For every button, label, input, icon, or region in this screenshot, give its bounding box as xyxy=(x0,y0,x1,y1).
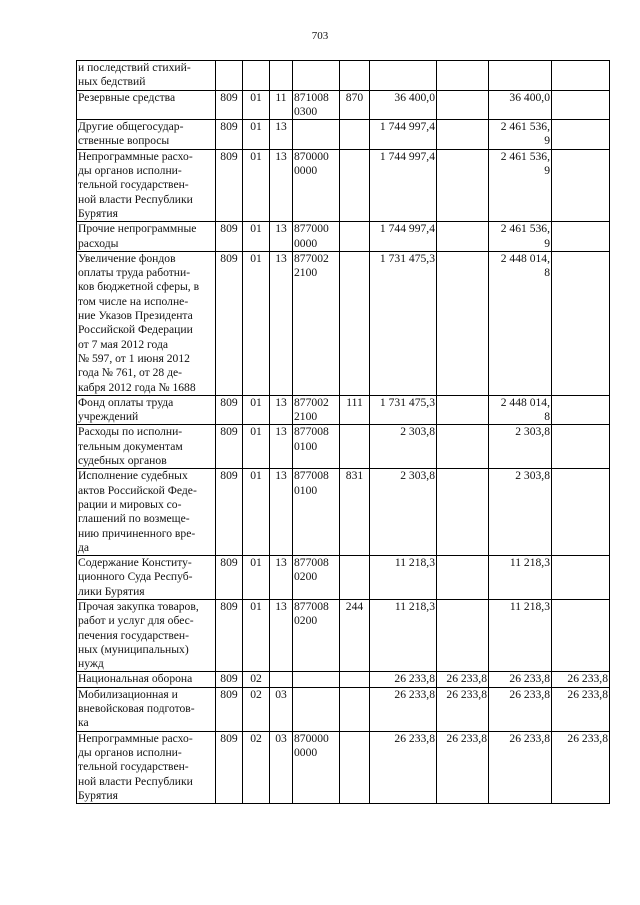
cell-vr xyxy=(340,731,370,803)
cell-name: Расходы по исполни- тельным документам судебных органов xyxy=(77,425,216,469)
cell-sum-3: 2 303,8 xyxy=(489,469,552,556)
cell-name: Национальная оборона xyxy=(77,672,216,687)
cell-vr: 244 xyxy=(340,599,370,671)
cell-sum-1: 11 218,3 xyxy=(370,599,437,671)
cell-rz: 01 xyxy=(243,395,270,425)
cell-vr: 870 xyxy=(340,90,370,120)
cell-sum-2 xyxy=(437,425,489,469)
cell-sum-4 xyxy=(552,149,610,221)
cell-sum-2 xyxy=(437,90,489,120)
cell-name: Прочая закупка товаров, работ и услуг для обес- печения государствен- ных (муниципальных) нужд xyxy=(77,599,216,671)
cell-pr xyxy=(270,61,293,91)
cell-sum-3: 36 400,0 xyxy=(489,90,552,120)
cell-rz: 01 xyxy=(243,599,270,671)
cell-rz: 01 xyxy=(243,120,270,150)
cell-sum-2: 26 233,8 xyxy=(437,731,489,803)
cell-sum-2 xyxy=(437,556,489,600)
cell-name: Исполнение судебных актов Российской Феде- рации и мировых со- глашений по возмеще- нию причиненного вре- да xyxy=(77,469,216,556)
cell-name: и последствий стихий- ных бедствий xyxy=(77,61,216,91)
cell-ved: 809 xyxy=(216,731,243,803)
cell-ved: 809 xyxy=(216,672,243,687)
cell-sum-3: 11 218,3 xyxy=(489,556,552,600)
cell-name: Непрограммные расхо- ды органов исполни- тельной государствен- ной власти Республики Бурятия xyxy=(77,731,216,803)
cell-sum-4 xyxy=(552,425,610,469)
cell-vr xyxy=(340,149,370,221)
table-row xyxy=(77,61,610,91)
table-row xyxy=(77,222,610,252)
cell-sum-2 xyxy=(437,599,489,671)
cell-sum-4 xyxy=(552,90,610,120)
cell-vr xyxy=(340,425,370,469)
cell-sum-2 xyxy=(437,61,489,91)
cell-vr xyxy=(340,672,370,687)
cell-pr: 13 xyxy=(270,149,293,221)
table-row xyxy=(77,120,610,150)
cell-vr: 831 xyxy=(340,469,370,556)
table-row xyxy=(77,672,610,687)
table-row xyxy=(77,251,610,395)
cell-sum-4 xyxy=(552,395,610,425)
cell-sum-4 xyxy=(552,469,610,556)
cell-pr: 13 xyxy=(270,556,293,600)
table-row xyxy=(77,599,610,671)
cell-sum-4: 26 233,8 xyxy=(552,672,610,687)
cell-sum-3: 2 461 536, 9 xyxy=(489,149,552,221)
cell-sum-2 xyxy=(437,251,489,395)
cell-vr xyxy=(340,120,370,150)
cell-rz: 01 xyxy=(243,251,270,395)
cell-ved: 809 xyxy=(216,222,243,252)
cell-pr: 13 xyxy=(270,395,293,425)
cell-csr: 870000 0000 xyxy=(293,731,340,803)
cell-csr: 877008 0100 xyxy=(293,469,340,556)
cell-sum-4 xyxy=(552,120,610,150)
cell-sum-4 xyxy=(552,556,610,600)
cell-sum-3: 2 448 014, 8 xyxy=(489,395,552,425)
cell-vr xyxy=(340,556,370,600)
cell-rz: 02 xyxy=(243,731,270,803)
cell-csr: 877008 0100 xyxy=(293,425,340,469)
cell-sum-1: 1 731 475,3 xyxy=(370,395,437,425)
cell-name: Фонд оплаты труда учреждений xyxy=(77,395,216,425)
cell-name: Увеличение фондов оплаты труда работни- ков бюджетной сферы, в том числе на исполне- ние Указов Президента Российской Федерации от 7 мая 2012 года № 597, от 1 июня 2012 года № 761, от 28 де- кабря 2012 года № 1688 xyxy=(77,251,216,395)
cell-sum-2: 26 233,8 xyxy=(437,672,489,687)
cell-name: Прочие непрограммные расходы xyxy=(77,222,216,252)
cell-rz: 01 xyxy=(243,90,270,120)
cell-csr xyxy=(293,672,340,687)
cell-pr: 13 xyxy=(270,251,293,395)
cell-rz: 02 xyxy=(243,687,270,731)
cell-name: Другие общегосудар- ственные вопросы xyxy=(77,120,216,150)
cell-pr: 13 xyxy=(270,222,293,252)
cell-csr: 877002 2100 xyxy=(293,395,340,425)
cell-sum-2 xyxy=(437,395,489,425)
table-row xyxy=(77,469,610,556)
cell-csr: 870000 0000 xyxy=(293,149,340,221)
cell-vr xyxy=(340,251,370,395)
cell-sum-4: 26 233,8 xyxy=(552,687,610,731)
cell-name: Мобилизационная и вневойсковая подготов- ка xyxy=(77,687,216,731)
cell-rz xyxy=(243,61,270,91)
cell-rz: 01 xyxy=(243,222,270,252)
cell-name: Резервные средства xyxy=(77,90,216,120)
cell-vr xyxy=(340,61,370,91)
cell-sum-1: 26 233,8 xyxy=(370,731,437,803)
cell-csr: 871008 0300 xyxy=(293,90,340,120)
table-row xyxy=(77,425,610,469)
cell-rz: 02 xyxy=(243,672,270,687)
cell-ved: 809 xyxy=(216,395,243,425)
cell-sum-1: 2 303,8 xyxy=(370,469,437,556)
cell-pr: 03 xyxy=(270,731,293,803)
cell-sum-4 xyxy=(552,61,610,91)
cell-sum-3: 11 218,3 xyxy=(489,599,552,671)
cell-vr: 111 xyxy=(340,395,370,425)
cell-ved: 809 xyxy=(216,599,243,671)
table-row xyxy=(77,556,610,600)
cell-ved: 809 xyxy=(216,425,243,469)
table-row xyxy=(77,90,610,120)
cell-sum-3: 2 448 014, 8 xyxy=(489,251,552,395)
cell-ved: 809 xyxy=(216,149,243,221)
table-row xyxy=(77,149,610,221)
cell-ved: 809 xyxy=(216,120,243,150)
cell-sum-1: 1 744 997,4 xyxy=(370,222,437,252)
cell-sum-4 xyxy=(552,251,610,395)
cell-ved xyxy=(216,61,243,91)
cell-sum-3: 2 461 536, 9 xyxy=(489,222,552,252)
cell-sum-3: 2 303,8 xyxy=(489,425,552,469)
cell-sum-1: 11 218,3 xyxy=(370,556,437,600)
cell-rz: 01 xyxy=(243,469,270,556)
page-number: 703 xyxy=(311,30,329,42)
cell-sum-3: 2 461 536, 9 xyxy=(489,120,552,150)
cell-pr: 11 xyxy=(270,90,293,120)
cell-sum-3 xyxy=(489,61,552,91)
cell-csr xyxy=(293,120,340,150)
cell-sum-1: 1 744 997,4 xyxy=(370,120,437,150)
table-row xyxy=(77,687,610,731)
cell-name: Содержание Конститу- ционного Суда Респуб- лики Бурятия xyxy=(77,556,216,600)
table-row xyxy=(77,395,610,425)
cell-csr: 877008 0200 xyxy=(293,599,340,671)
cell-ved: 809 xyxy=(216,90,243,120)
cell-sum-4 xyxy=(552,599,610,671)
cell-ved: 809 xyxy=(216,687,243,731)
cell-sum-4: 26 233,8 xyxy=(552,731,610,803)
cell-ved: 809 xyxy=(216,469,243,556)
cell-csr: 877000 0000 xyxy=(293,222,340,252)
cell-sum-1: 1 744 997,4 xyxy=(370,149,437,221)
cell-sum-1: 26 233,8 xyxy=(370,687,437,731)
cell-sum-3: 26 233,8 xyxy=(489,731,552,803)
cell-pr: 13 xyxy=(270,599,293,671)
cell-rz: 01 xyxy=(243,149,270,221)
cell-name: Непрограммные расхо- ды органов исполни- тельной государствен- ной власти Республики Бурятия xyxy=(77,149,216,221)
cell-sum-1: 36 400,0 xyxy=(370,90,437,120)
cell-pr: 13 xyxy=(270,469,293,556)
cell-sum-2 xyxy=(437,149,489,221)
cell-csr xyxy=(293,687,340,731)
cell-sum-2 xyxy=(437,120,489,150)
cell-sum-4 xyxy=(552,222,610,252)
cell-pr xyxy=(270,672,293,687)
cell-csr: 877008 0200 xyxy=(293,556,340,600)
cell-pr: 13 xyxy=(270,120,293,150)
cell-sum-2 xyxy=(437,222,489,252)
budget-table xyxy=(76,60,610,804)
cell-csr: 877002 2100 xyxy=(293,251,340,395)
cell-vr xyxy=(340,222,370,252)
cell-rz: 01 xyxy=(243,425,270,469)
cell-sum-2: 26 233,8 xyxy=(437,687,489,731)
cell-sum-3: 26 233,8 xyxy=(489,672,552,687)
cell-csr xyxy=(293,61,340,91)
cell-rz: 01 xyxy=(243,556,270,600)
cell-sum-1: 26 233,8 xyxy=(370,672,437,687)
table-row xyxy=(77,731,610,803)
cell-ved: 809 xyxy=(216,556,243,600)
cell-sum-2 xyxy=(437,469,489,556)
cell-sum-1 xyxy=(370,61,437,91)
cell-sum-1: 2 303,8 xyxy=(370,425,437,469)
cell-vr xyxy=(340,687,370,731)
table-body xyxy=(77,61,610,804)
cell-sum-1: 1 731 475,3 xyxy=(370,251,437,395)
cell-pr: 03 xyxy=(270,687,293,731)
cell-sum-3: 26 233,8 xyxy=(489,687,552,731)
cell-ved: 809 xyxy=(216,251,243,395)
cell-pr: 13 xyxy=(270,425,293,469)
